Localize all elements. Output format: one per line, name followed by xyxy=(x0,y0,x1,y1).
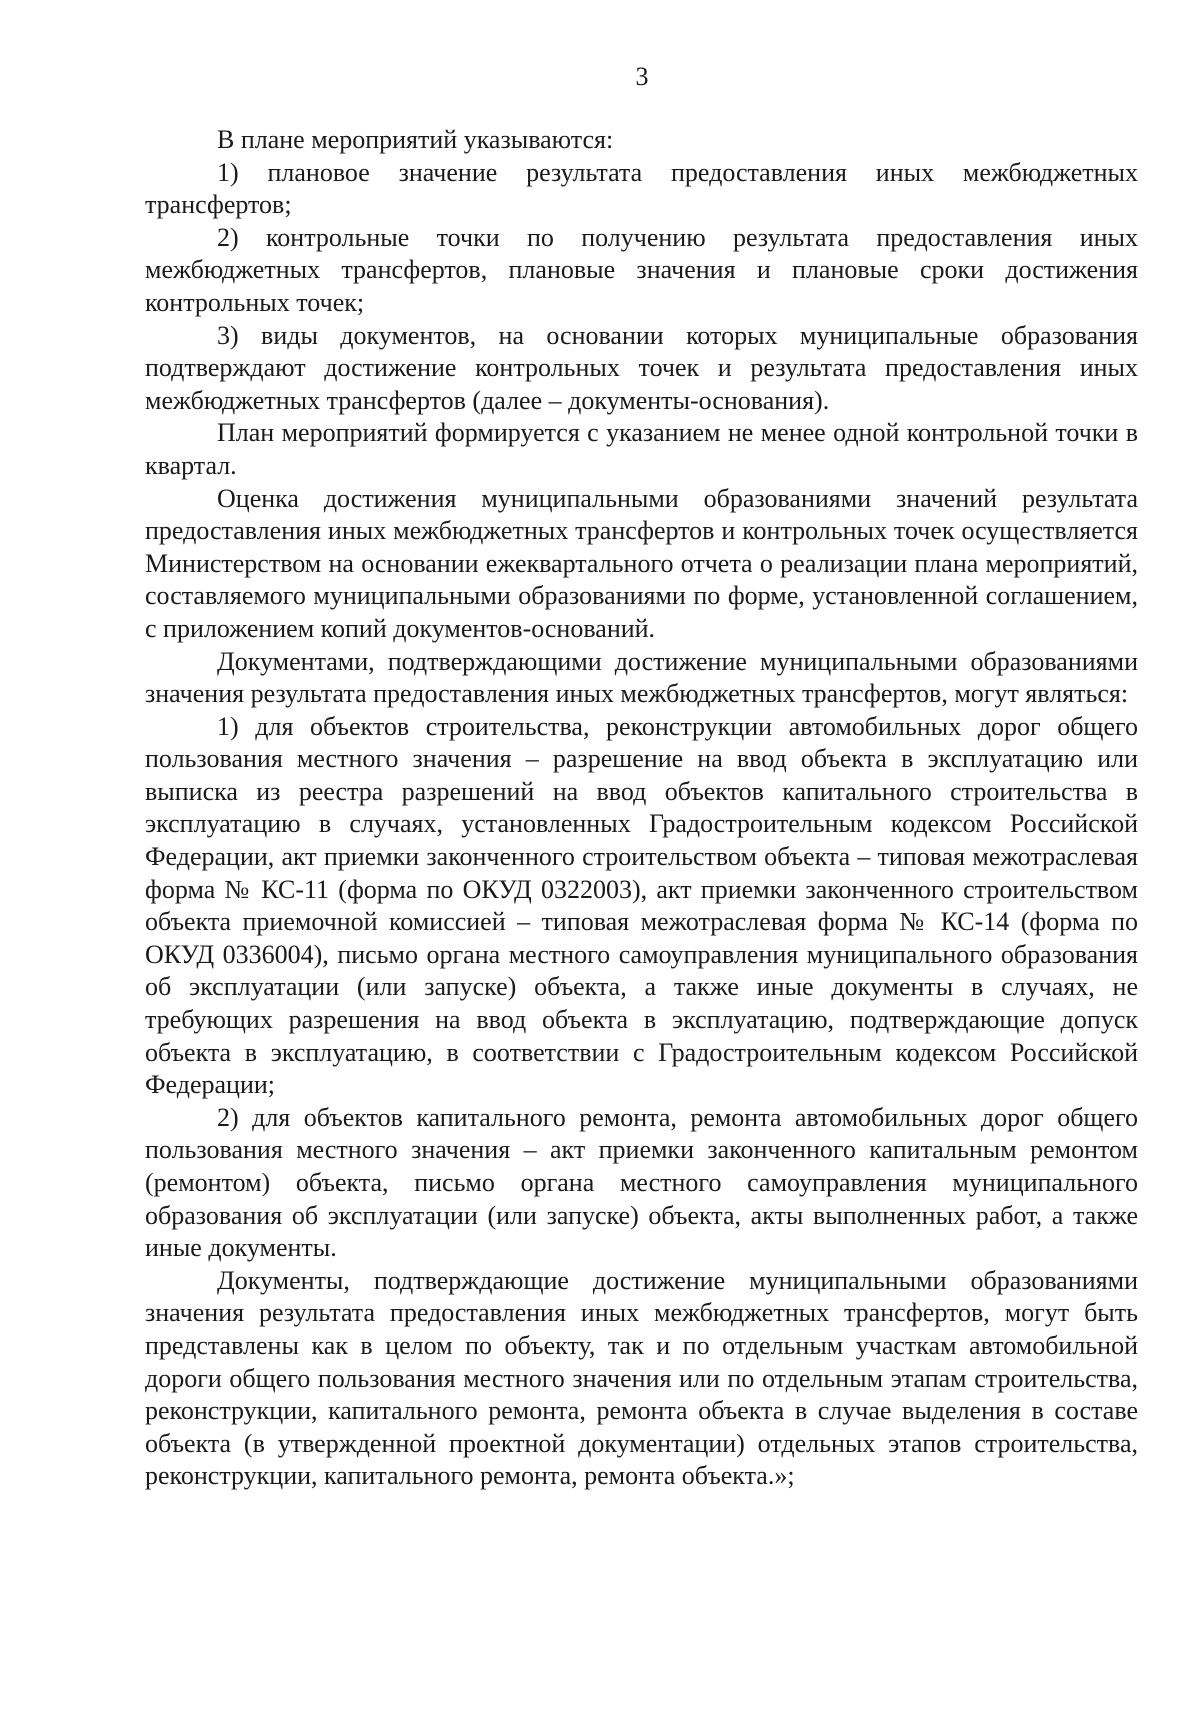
paragraph-documents: Документами, подтверждающими достижение муниципальными образованиями значения результата предоставления иных межбюджетных трансфертов, могут являться: xyxy=(145,646,1138,709)
page-number: 3 xyxy=(635,62,649,91)
paragraph-documents-item-1: 1) для объектов строительства, реконструкции автомобильных дорог общего пользования местного значения – разрешение на ввод объекта в эксплуатацию или выписка из реестра разрешений на ввод объектов капитального строительства в эксплуатацию в случаях, установленных Градостроительным кодексом Российской Федерации, акт приемки законченного строительством объекта – типовая межотраслевая форма № КС-11 (форма по ОКУД 0322003), акт приемки законченного строительством объекта приемочной комиссией – типовая межотраслевая форма № КС-14 (форма по ОКУД 0336004), письмо органа местного самоуправления муниципального образования об эксплуатации (или запуске) объекта, а также иные документы в случаях, не требующих разрешения на ввод объекта в эксплуатацию, подтверждающие допуск объекта в эксплуатацию, в соответствии с Градостроительным кодексом Российской Федерации; xyxy=(145,711,1138,1100)
paragraph-plan: План мероприятий формируется с указанием не менее одной контрольной точки в квартал. xyxy=(145,418,1138,480)
paragraph-final: Документы, подтверждающие достижение муниципальными образованиями значения результата предоставления иных межбюджетных трансфертов, могут быть представлены как в целом по объекту, так и по отдельным участкам автомобильной дороги общего пользования местного значения или по отдельным этапам строительства, реконструкции, капитального ремонта, ремонта объекта в случае выделения в составе объекта (в утвержденной проектной документации) отдельных этапов строительства, реконструкции, капитального ремонта, ремонта объекта.»; xyxy=(145,1265,1138,1491)
paragraph-item-1: 1) плановое значение результата предоставления иных межбюджетных трансфертов; xyxy=(145,157,1138,220)
paragraph-intro: В плане мероприятий указываются: xyxy=(217,125,614,154)
document-body xyxy=(145,124,1138,1493)
paragraph-item-3: 3) виды документов, на основании которых муниципальные образования подтверждают достижение контрольных точек и результата предоставления иных межбюджетных трансфертов (далее – документы-основания). xyxy=(145,320,1138,415)
paragraph-assessment: Оценка достижения муниципальными образованиями значений результата предоставления иных межбюджетных трансфертов и контрольных точек осуществляется Министерством на основании ежеквартального отчета о реализации плана мероприятий, составляемого муниципальными образованиями по форме, установленной соглашением, с приложением копий документов-оснований. xyxy=(145,483,1138,643)
paragraph-documents-item-2: 2) для объектов капитального ремонта, ремонта автомобильных дорог общего пользования местного значения – акт приемки законченного капитальным ремонтом (ремонтом) объекта, письмо органа местного самоуправления муниципального образования об эксплуатации (или запуске) объекта, акты выполненных работ, а также иные документы. xyxy=(145,1102,1138,1263)
paragraph-item-2: 2) контрольные точки по получению результата предоставления иных межбюджетных трансфертов, плановые значения и плановые сроки достижения контрольных точек; xyxy=(145,222,1138,317)
